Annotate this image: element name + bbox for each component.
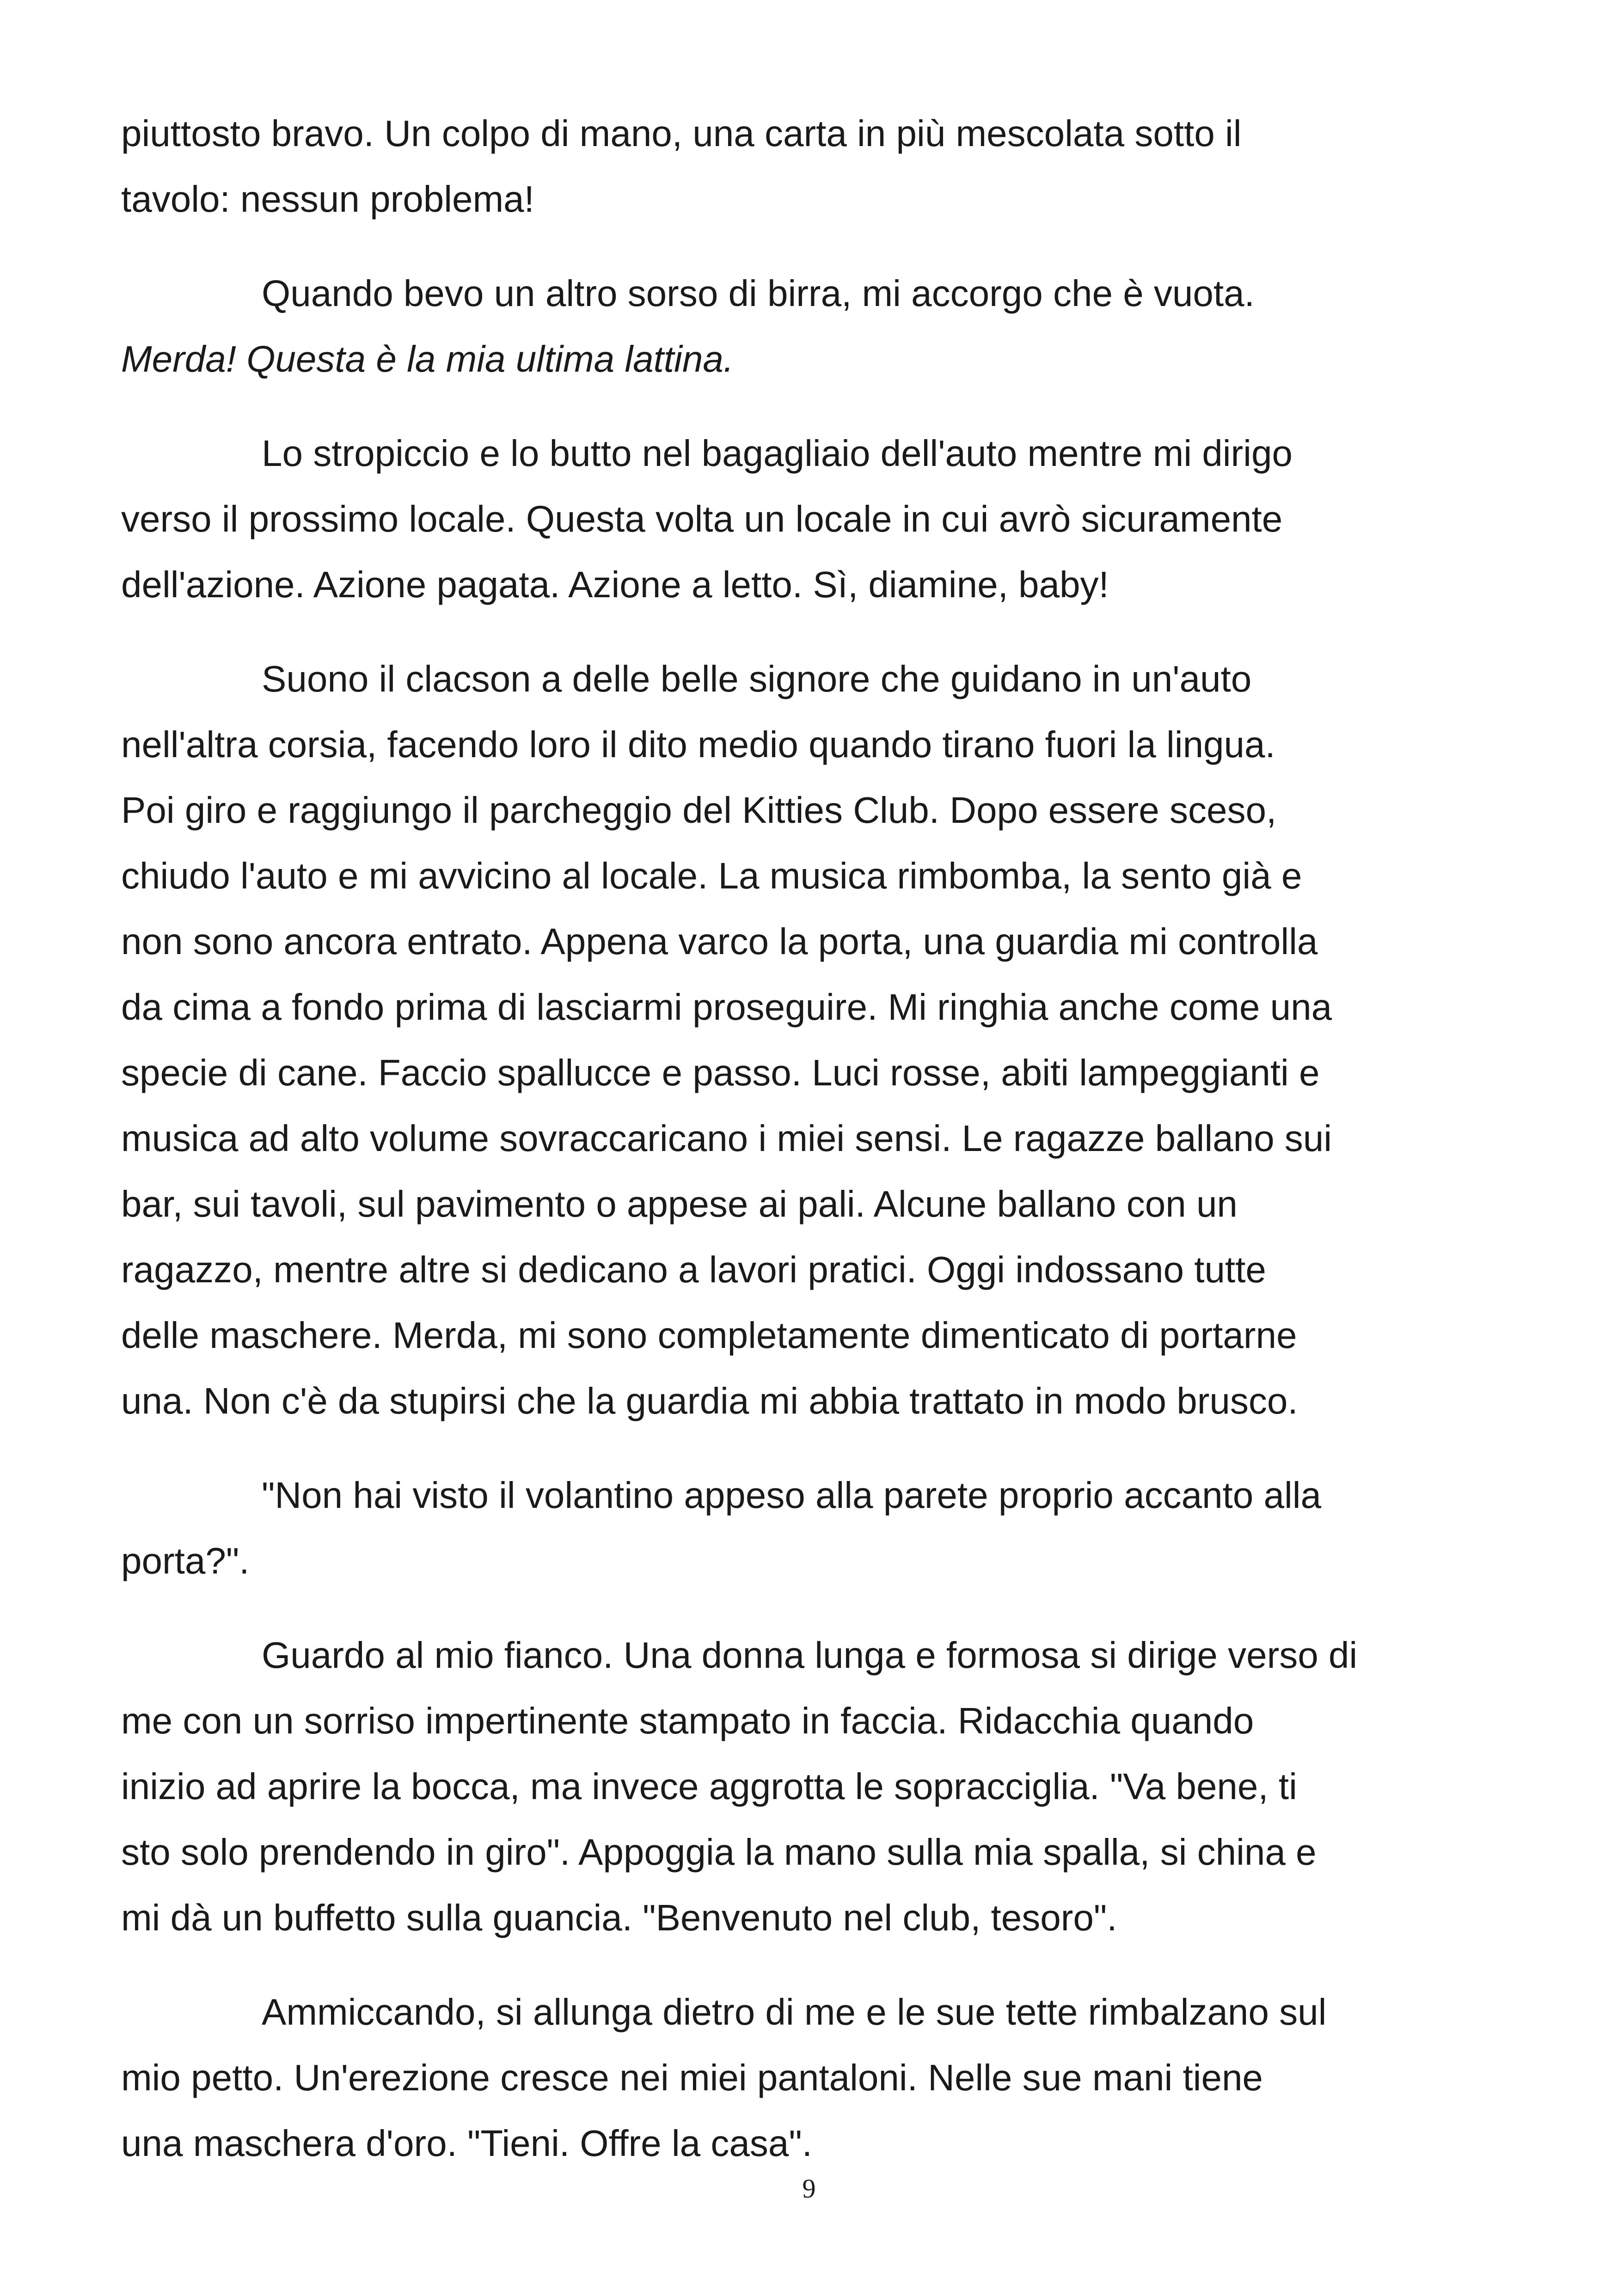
paragraph-5 <box>121 1463 1503 1594</box>
text-line: "Non hai visto il volantino appeso alla parete proprio accanto alla <box>262 1475 1322 1516</box>
text-line: specie di cane. Faccio spallucce e passo. Luci rosse, abiti lampeggianti e <box>121 1052 1320 1093</box>
paragraph-7 <box>121 1979 1503 2176</box>
text-line: nell'altra corsia, facendo loro il dito medio quando tirano fuori la lingua. <box>121 724 1275 765</box>
text-line: una maschera d'oro. "Tieni. Offre la casa". <box>121 2123 812 2164</box>
text-line: Quando bevo un altro sorso di birra, mi accorgo che è vuota. <box>262 273 1255 314</box>
text-line: tavolo: nessun problema! <box>121 178 534 220</box>
text-line: verso il prossimo locale. Questa volta un locale in cui avrò sicuramente <box>121 498 1283 539</box>
text-line: dell'azione. Azione pagata. Azione a letto. Sì, diamine, baby! <box>121 564 1109 605</box>
paragraph-2 <box>121 261 1503 392</box>
text-line: Suono il clacson a delle belle signore che guidano in un'auto <box>262 658 1252 699</box>
text-line: piuttosto bravo. Un colpo di mano, una carta in più mescolata sotto il <box>121 113 1242 154</box>
paragraph-4 <box>121 646 1503 1434</box>
paragraph-3 <box>121 421 1503 618</box>
paragraph-6 <box>121 1623 1503 1951</box>
text-line: mi dà un buffetto sulla guancia. "Benvenuto nel club, tesoro". <box>121 1897 1117 1938</box>
text-line: non sono ancora entrato. Appena varco la porta, una guardia mi controlla <box>121 921 1318 962</box>
text-line: Guardo al mio fianco. Una donna lunga e formosa si dirige verso di <box>262 1635 1358 1676</box>
text-line: Lo stropiccio e lo butto nel bagagliaio dell'auto mentre mi dirigo <box>262 433 1293 474</box>
text-line: Ammiccando, si allunga dietro di me e le sue tette rimbalzano sul <box>262 1991 1327 2033</box>
paragraph-1 <box>121 101 1503 232</box>
text-line: Poi giro e raggiungo il parcheggio del Kitties Club. Dopo essere sceso, <box>121 790 1277 831</box>
text-line: mio petto. Un'erezione cresce nei miei pantaloni. Nelle sue mani tiene <box>121 2057 1263 2098</box>
text-line: inizio ad aprire la bocca, ma invece aggrotta le sopracciglia. "Va bene, ti <box>121 1766 1297 1807</box>
body-text <box>121 101 1503 2205</box>
page-number: 9 <box>802 2174 816 2204</box>
text-line: porta?". <box>121 1540 250 1581</box>
text-line: una. Non c'è da stupirsi che la guardia mi abbia trattato in modo brusco. <box>121 1380 1298 1421</box>
text-line: musica ad alto volume sovraccaricano i miei sensi. Le ragazze ballano sui <box>121 1118 1332 1159</box>
text-line: me con un sorriso impertinente stampato in faccia. Ridacchia quando <box>121 1700 1254 1741</box>
text-line: delle maschere. Merda, mi sono completamente dimenticato di portarne <box>121 1315 1297 1356</box>
text-line: chiudo l'auto e mi avvicino al locale. La musica rimbomba, la sento già e <box>121 855 1302 896</box>
text-line: ragazzo, mentre altre si dedicano a lavori pratici. Oggi indossano tutte <box>121 1249 1266 1290</box>
text-line: da cima a fondo prima di lasciarmi proseguire. Mi ringhia anche come una <box>121 986 1332 1028</box>
text-line: sto solo prendendo in giro". Appoggia la mano sulla mia spalla, si china e <box>121 1831 1317 1873</box>
text-line: bar, sui tavoli, sul pavimento o appese ai pali. Alcune ballano con un <box>121 1183 1238 1225</box>
italic-thought-line: Merda! Questa è la mia ultima lattina. <box>121 338 734 380</box>
